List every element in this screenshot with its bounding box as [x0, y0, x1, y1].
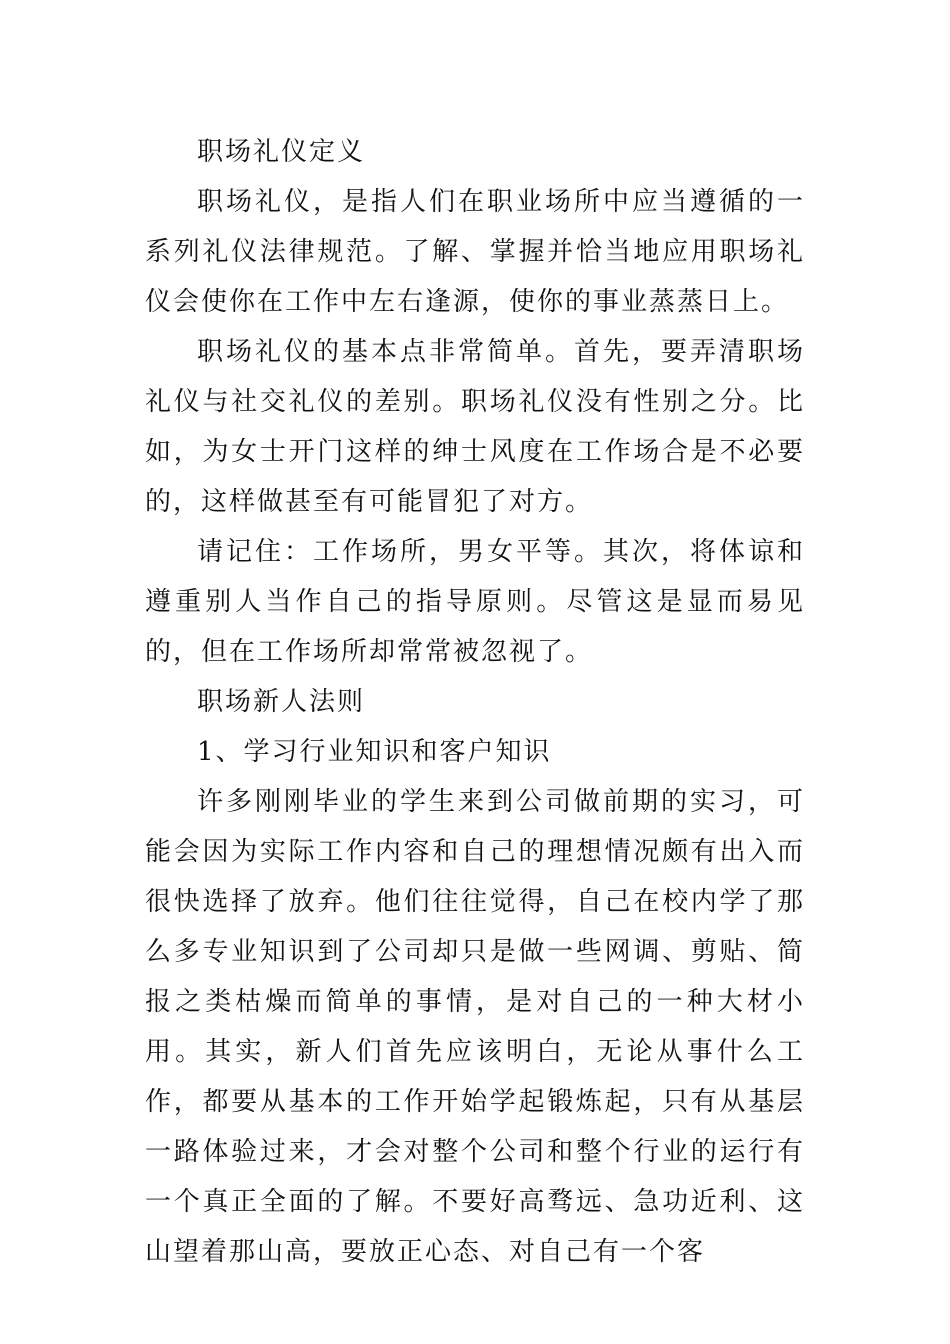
paragraph-basics: 职场礼仪的基本点非常简单。首先，要弄清职场礼仪与社交礼仪的差别。职场礼仪没有性别之分。比如，为女士开门这样的绅士风度在工作场合是不必要的，这样做甚至有可能冒犯了对方。 — [145, 337, 805, 517]
paragraph-rule-1: 许多刚刚毕业的学生来到公司做前期的实习，可能会因为实际工作内容和自己的理想情况颇有出入而很快选择了放弃。他们往往觉得，自己在校内学了那么多专业知识到了公司却只是做一些网调、剪贴、简报之类枯燥而简单的事情，是对自己的一种大材小用。其实，新人们首先应该明白，无论从事什么工作，都要从基本的工作开始学起锻炼起，只有从基层一路体验过来，才会对整个公司和整个行业的运行有一个真正全面的了解。不要好高骛远、急功近利、这山望着那山高，要放正心态、对自己有一个客 — [145, 787, 805, 1267]
document-body — [145, 127, 805, 1277]
paragraph-definition: 职场礼仪，是指人们在职业场所中应当遵循的一系列礼仪法律规范。了解、掌握并恰当地应用职场礼仪会使你在工作中左右逢源，使你的事业蒸蒸日上。 — [145, 187, 805, 317]
section-title-newcomer-rules: 职场新人法则 — [197, 687, 366, 717]
section-title-etiquette-definition: 职场礼仪定义 — [197, 137, 366, 167]
paragraph-remember: 请记住：工作场所，男女平等。其次，将体谅和遵重别人当作自己的指导原则。尽管这是显而易见的，但在工作场所却常常被忽视了。 — [145, 537, 805, 667]
rule-title-1: 1、学习行业知识和客户知识 — [197, 737, 552, 767]
